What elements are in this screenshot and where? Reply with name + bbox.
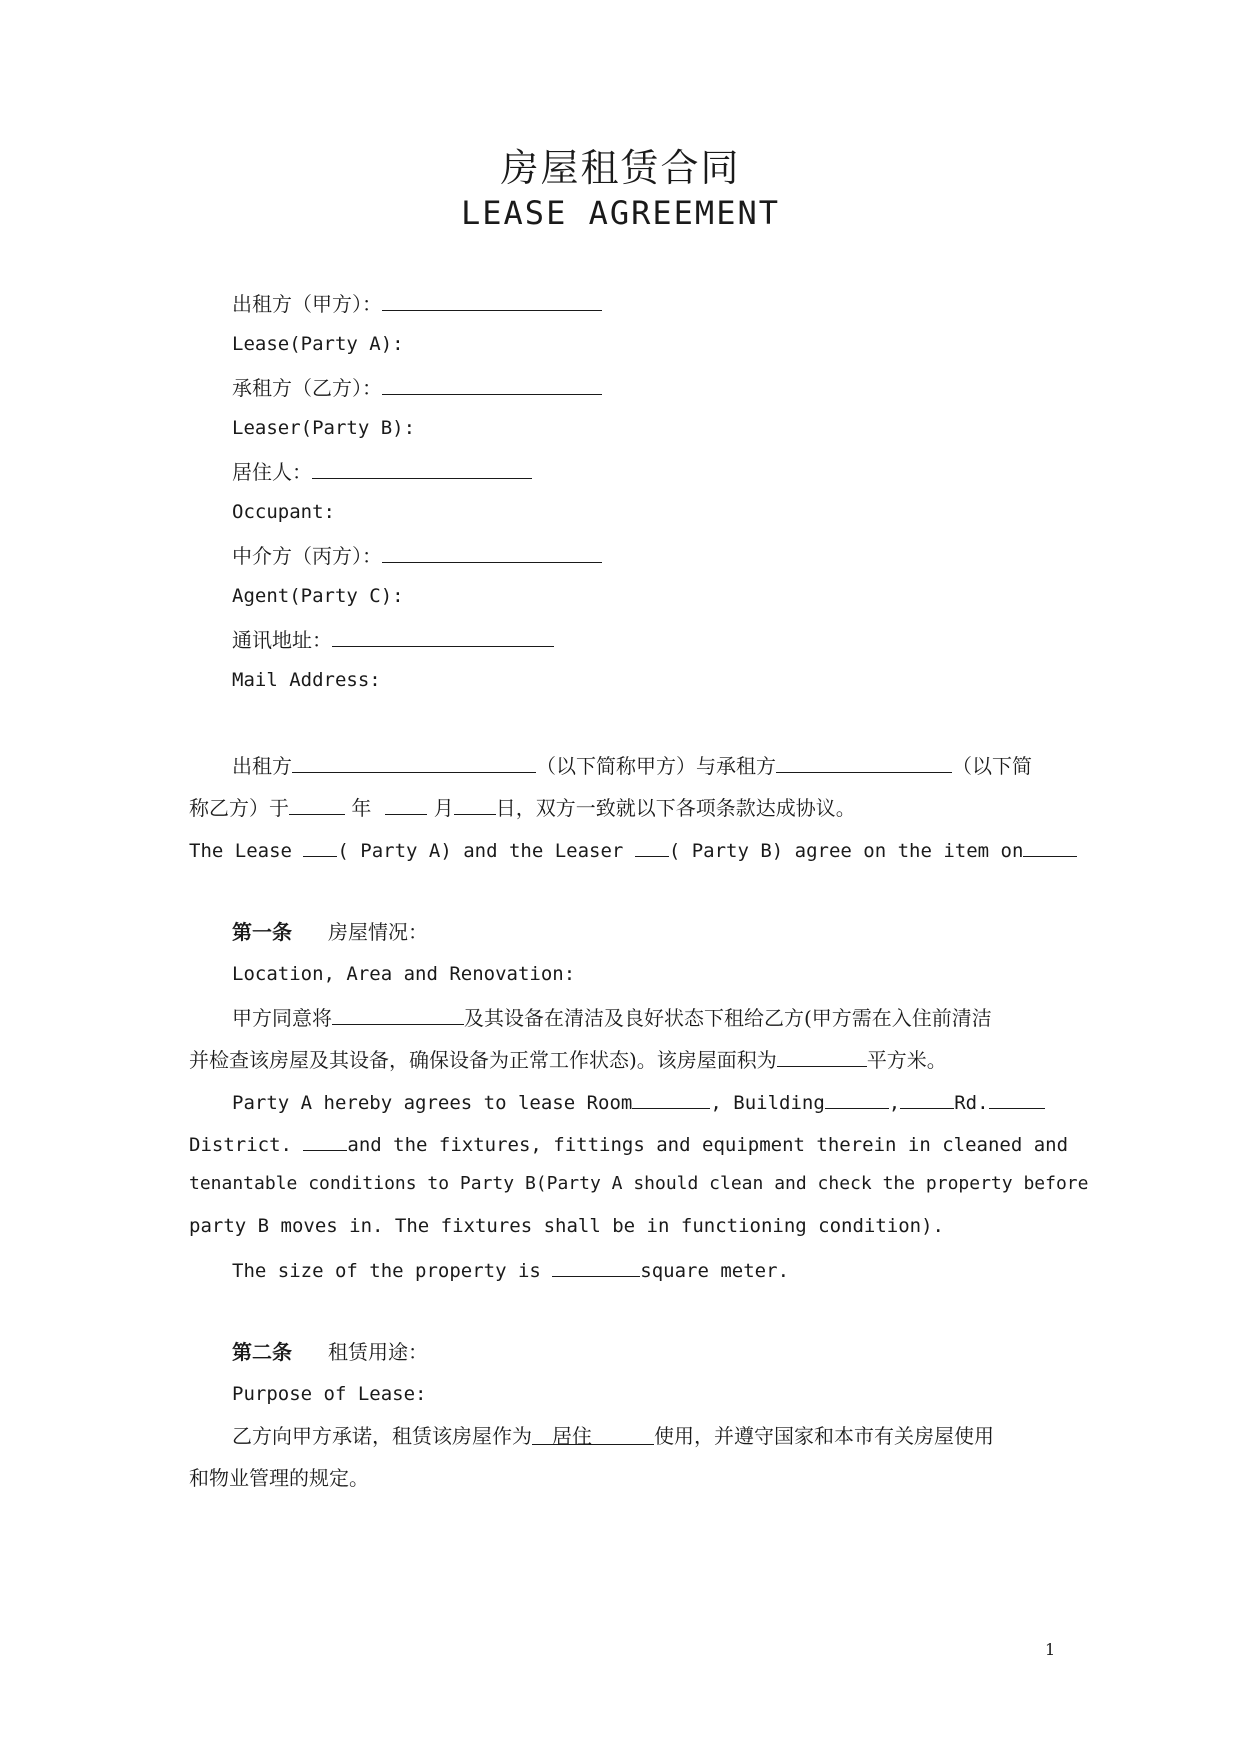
intro-text: ( Party A) and the Leaser [337,840,635,862]
address-cn-blank[interactable] [332,626,554,647]
intro-text: 年 [345,796,372,820]
lessee-cn-label: 承租方（乙方）： [232,376,382,400]
article2-cn-line2: 和物业管理的规定。 [189,1466,369,1490]
lease-party-b-blank[interactable] [635,836,669,857]
article2-number: 第二条 [232,1340,292,1364]
lessor-name-blank[interactable] [292,752,536,773]
address-cn-row [232,626,554,652]
article2-cn-line1 [232,1424,1102,1448]
article1-en-line5 [232,1256,1102,1283]
intro-cn-line1 [232,752,1102,778]
article1-text: , Building [710,1092,825,1114]
year-blank[interactable] [289,794,345,815]
lessee-cn-row [232,374,602,400]
address-en-label: Mail Address: [232,669,381,691]
intro-text: The Lease [189,840,304,862]
address-cn-label: 通讯地址： [232,628,332,652]
lessor-cn-blank[interactable] [382,290,602,311]
intro-text: 出租方 [232,754,292,778]
article1-en-line3: tenantable conditions to Party B(Party A should clean and check the property before [189,1173,1089,1194]
occupant-cn-blank[interactable] [312,458,532,479]
occupant-cn-label: 居住人： [232,460,312,484]
article1-number: 第一条 [232,920,292,944]
article2-title: 租赁用途： [328,1340,428,1364]
room-blank[interactable] [632,1088,710,1109]
article1-text: District. [189,1134,304,1156]
intro-cn-line2 [189,794,1059,820]
article1-text: square meter. [640,1260,790,1282]
date-blank[interactable] [1023,836,1077,857]
article1-en-line4: party B moves in. The fixtures shall be in functioning condition). [189,1215,944,1237]
road-blank[interactable] [900,1088,954,1109]
article1-text: 并检查该房屋及其设备，确保设备为正常工作状态)。该房屋面积为 [189,1048,777,1072]
property-blank[interactable] [332,1004,464,1025]
article1-text: The size of the property is [232,1260,553,1282]
intro-en-line [189,836,1059,863]
intro-text: （以下简 [952,754,1032,778]
article1-text: Party A hereby agrees to lease Room [232,1092,633,1114]
article1-heading [232,920,428,944]
intro-text: 称乙方）于 [189,796,289,820]
article2-subtitle: Purpose of Lease: [232,1383,427,1405]
article2-text: 乙方向甲方承诺，租赁该房屋作为 [232,1424,532,1448]
article1-subtitle: Location, Area and Renovation: [232,963,576,985]
intro-text: 日，双方一致就以下各项条款达成协议。 [495,796,856,820]
article1-en-line2 [189,1130,1069,1157]
intro-text: 月 [427,796,454,820]
lease-party-a-blank[interactable] [303,836,337,857]
lessor-cn-label: 出租方（甲方）： [232,292,382,316]
district-blank[interactable] [303,1130,347,1151]
intro-text: ( Party B) agree on the item on [668,840,1024,862]
article2-text: 使用，并遵守国家和本市有关房屋使用 [654,1424,994,1448]
article1-text: 平方米。 [866,1048,947,1072]
purpose-field[interactable] [532,1424,654,1448]
article1-text: 甲方同意将 [232,1006,332,1030]
agent-en-label: Agent(Party C): [232,585,404,607]
rd-blank[interactable] [989,1088,1045,1109]
lessee-name-blank[interactable] [776,752,952,773]
lessor-cn-row [232,290,602,316]
building-blank[interactable] [825,1088,889,1109]
purpose-value: 居住 [552,1424,592,1448]
article1-text: , [888,1092,901,1114]
lessee-en-label: Leaser(Party B): [232,417,416,439]
lessor-en-label: Lease(Party A): [232,333,404,355]
lessee-cn-blank[interactable] [382,374,602,395]
page-number: 1 [1045,1640,1056,1659]
agent-cn-blank[interactable] [382,542,602,563]
article1-text: Rd. [954,1092,989,1114]
article1-text: 及其设备在清洁及良好状态下租给乙方(甲方需在入住前清洁 [464,1006,992,1030]
occupant-en-label: Occupant: [232,501,335,523]
article2-heading [232,1340,428,1364]
intro-text: （以下简称甲方）与承租方 [536,754,776,778]
article1-cn-line2 [189,1046,1059,1072]
area-cn-blank[interactable] [777,1046,867,1067]
article1-en-line1 [232,1088,1102,1115]
article1-text: and the fixtures, fittings and equipment therein in cleaned and [347,1134,1069,1156]
month-blank[interactable] [385,794,427,815]
occupant-cn-row [232,458,532,484]
article1-title: 房屋情况： [328,920,428,944]
agent-cn-row [232,542,602,568]
title-english: LEASE AGREEMENT [461,194,780,232]
day-blank[interactable] [454,794,496,815]
title-chinese: 房屋租赁合同 [500,146,741,190]
size-blank[interactable] [552,1256,640,1277]
agent-cn-label: 中介方（丙方）： [232,544,382,568]
article1-cn-line1 [232,1004,1102,1030]
